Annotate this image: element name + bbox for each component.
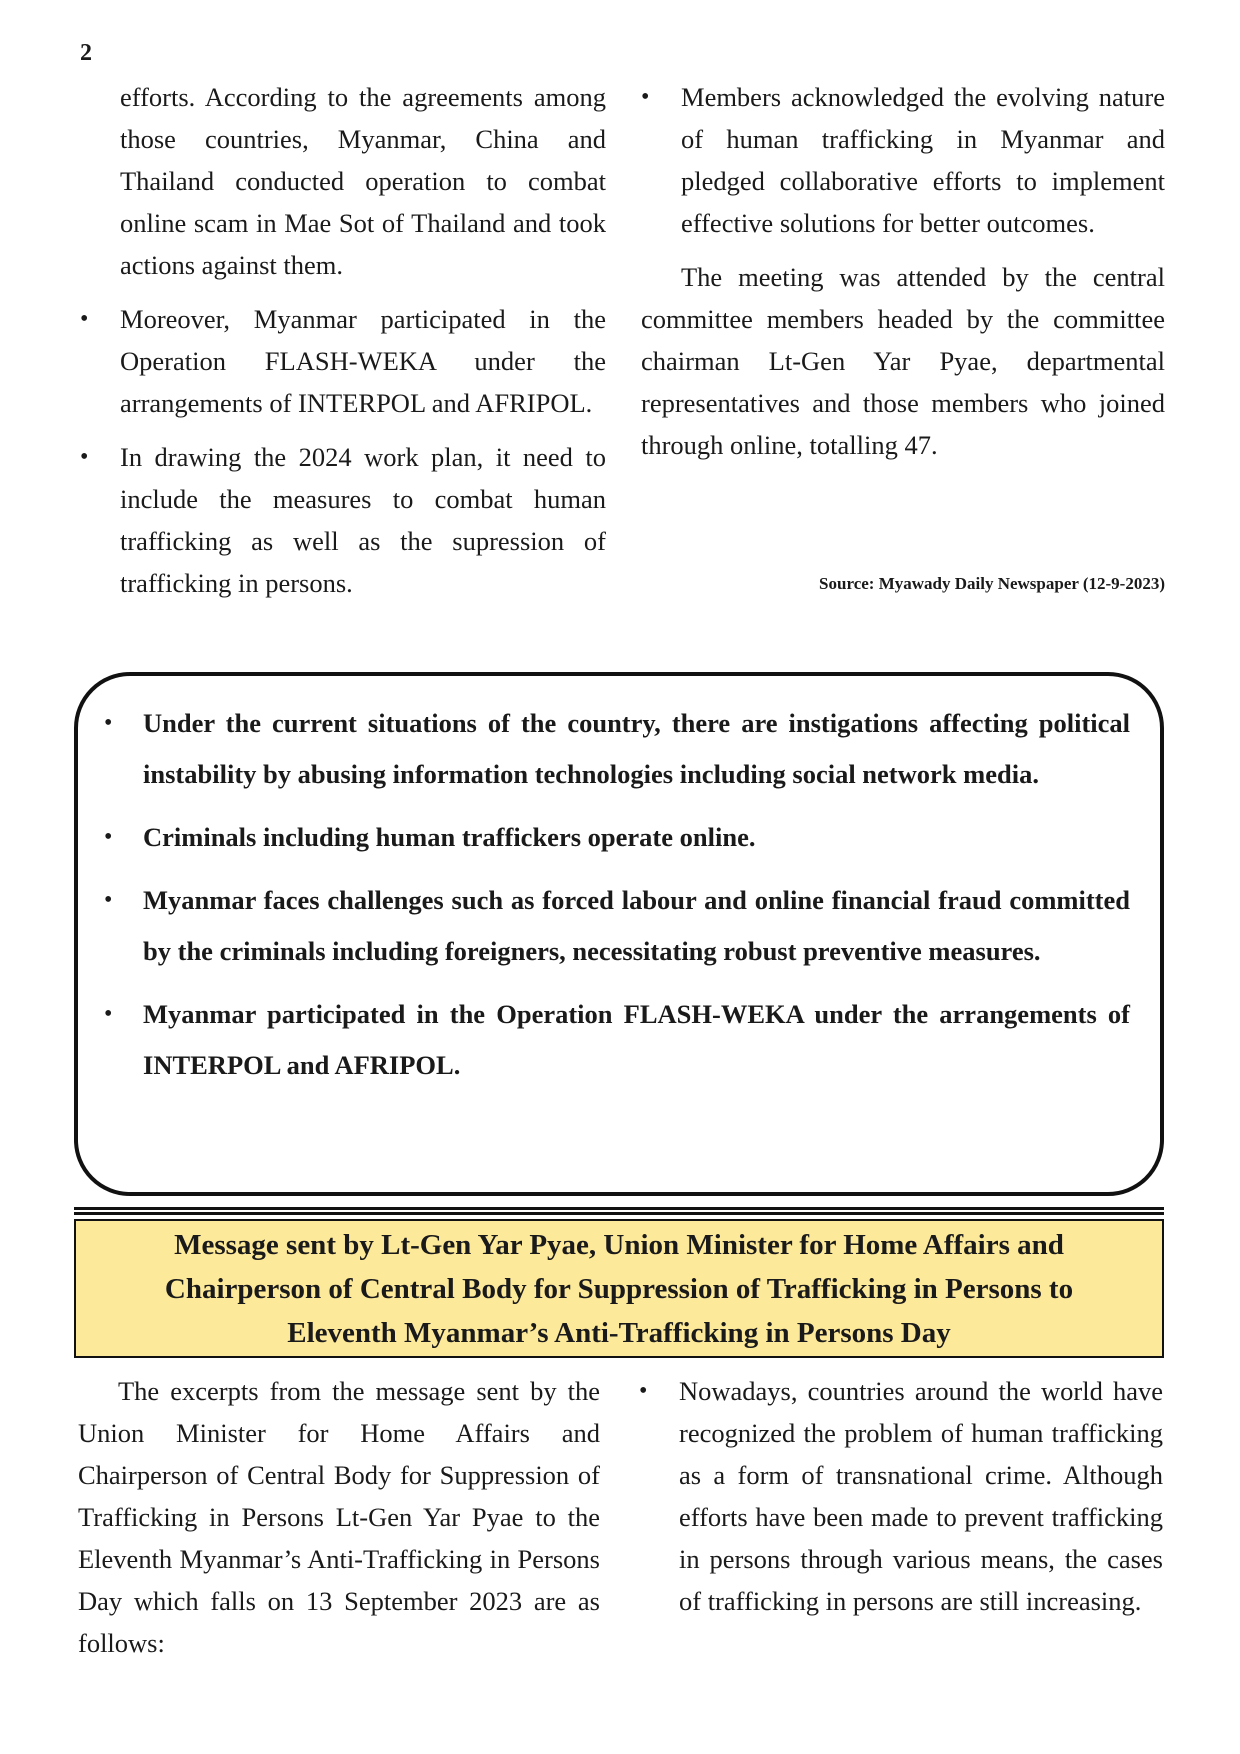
attendance-paragraph: The meeting was attended by the central committee members headed by the committee chairman Lt-Gen Yar Pyae, departmental representatives and those members who joined through online, totalling 47. [641, 262, 1165, 460]
key-point-item: • Myanmar participated in the Operation FLASH-WEKA under the arrangements of INTERPOL and AFRIPOL. [104, 989, 1130, 1091]
list-item: • Nowadays, countries around the world have recognized the problem of human trafficking as a form of transnational crime. Although efforts have been made to prevent trafficking in persons through various means, the cases of trafficking in persons are still increasing. [639, 1370, 1163, 1622]
top-right-column [641, 76, 1165, 466]
key-points-box [74, 672, 1164, 1196]
intro-paragraph: The excerpts from the message sent by the Union Minister for Home Affairs and Chairperson of Central Body for Suppression of Trafficking in Persons Lt-Gen Yar Pyae to the Eleventh Myanmar’s Anti-Trafficking in Persons Day which falls on 13 September 2023 are as follows: [78, 1376, 600, 1658]
page-number: 2 [80, 40, 92, 66]
divider-line [74, 1212, 1164, 1215]
continuation-paragraph: efforts. According to the agreements among those countries, Myanmar, China and Thailand conducted operation to combat online scam in Mae Sot of Thailand and took actions against them. [120, 82, 606, 280]
key-points-list [104, 698, 1130, 1103]
bottom-right-column [639, 1370, 1163, 1622]
bottom-left-column [78, 1370, 600, 1664]
key-point-item: • Criminals including human traffickers operate online. [104, 812, 1130, 863]
list-item: • Moreover, Myanmar participated in the Operation FLASH-WEKA under the arrangements of INTERPOL and AFRIPOL. [80, 298, 606, 424]
bottom-right-bullet-list [639, 1370, 1163, 1622]
key-point-item: • Myanmar faces challenges such as forced labour and online financial fraud committed by the criminals including foreigners, necessitating robust preventive measures. [104, 875, 1130, 977]
article-title: Message sent by Lt-Gen Yar Pyae, Union Minister for Home Affairs and Chairperson of Central Body for Suppression of Trafficking in Persons to Eleventh Myanmar’s Anti-Trafficking in Persons Day [164, 1228, 1074, 1349]
source-citation: Source: Myawady Daily Newspaper (12-9-2023) [819, 574, 1165, 593]
list-item: • Members acknowledged the evolving nature of human trafficking in Myanmar and pledged collaborative efforts to implement effective solutions for better outcomes. [641, 76, 1165, 244]
list-item: • In drawing the 2024 work plan, it need to include the measures to combat human trafficking as well as the supression of trafficking in persons. [80, 436, 606, 604]
key-point-item: • Under the current situations of the country, there are instigations affecting political instability by abusing information technologies including social network media. [104, 698, 1130, 800]
article-title-box [74, 1219, 1164, 1358]
top-left-bullet-list [80, 298, 606, 604]
top-left-column [80, 76, 606, 604]
top-right-bullet-list [641, 76, 1165, 244]
divider-line [74, 1207, 1164, 1210]
